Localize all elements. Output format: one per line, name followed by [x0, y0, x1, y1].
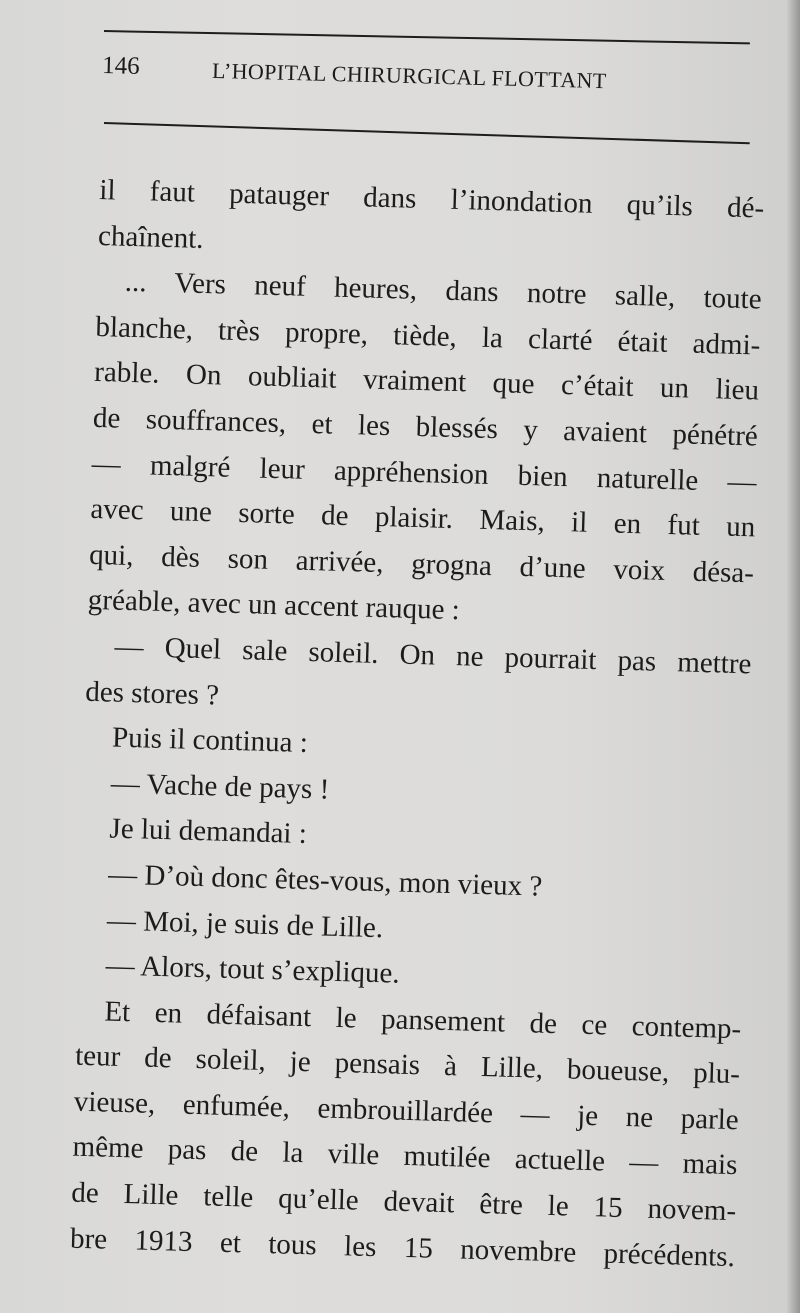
- text-line: teur de soleil, je pensais à Lille, boueuse, plu-: [74, 1039, 741, 1091]
- text-line: — Quel sale soleil. On ne pourrait pas mettre: [114, 630, 752, 681]
- text-line: il faut patauger dans l’inondation qu’ils dé-: [98, 173, 765, 225]
- text-line: chaînent.: [97, 219, 205, 255]
- text-line: vieuse, enfumée, embrouillardée — je ne parle: [73, 1085, 740, 1137]
- page-number: 146: [101, 52, 141, 80]
- text-line: avec une sorte de plaisir. Mais, il en fut un: [90, 493, 756, 544]
- text-line: — Moi, je suis de Lille.: [106, 903, 384, 944]
- text-line: des stores ?: [84, 675, 220, 712]
- text-line: rable. On oubliait vraiment que c’était un lieu: [93, 356, 760, 407]
- text-line: ... Vers neuf heures, dans notre salle, toute: [124, 265, 763, 316]
- text-line: — Alors, tout s’explique.: [105, 949, 401, 990]
- text-line: bre 1913 et tous les 15 novembre précédents.: [69, 1222, 736, 1273]
- header-bottom-rule: [104, 122, 750, 144]
- running-header: [101, 52, 762, 113]
- text-line: — malgré leur appréhension bien naturelle —: [91, 447, 757, 499]
- text-line: Et en défaisant le pansement de ce contemp-: [104, 995, 742, 1045]
- text-line: gréable, avec un accent rauque :: [87, 584, 461, 627]
- text-line: de souffrances, et les blessés y avaient pénétré: [92, 401, 759, 453]
- header-top-rule: [104, 30, 750, 44]
- body-text: [69, 168, 764, 1280]
- text-line: — Vache de pays !: [110, 767, 330, 806]
- text-line: — D’où donc êtes-vous, mon vieux ?: [107, 858, 543, 903]
- text-line: Puis il continua :: [111, 721, 309, 760]
- text-line: qui, dès son arrivée, grogna d’une voix désa-: [88, 538, 755, 590]
- text-line: même pas de la ville mutilée actuelle — mais: [72, 1131, 738, 1182]
- text-line: blanche, très propre, tiède, la clarté était admi-: [95, 310, 761, 362]
- running-title: L’HOPITAL CHIRURGICAL FLOTTANT: [211, 57, 608, 94]
- text-line: de Lille telle qu’elle devait être le 15 novem-: [70, 1176, 737, 1228]
- text-line: Je lui demandai :: [109, 812, 308, 851]
